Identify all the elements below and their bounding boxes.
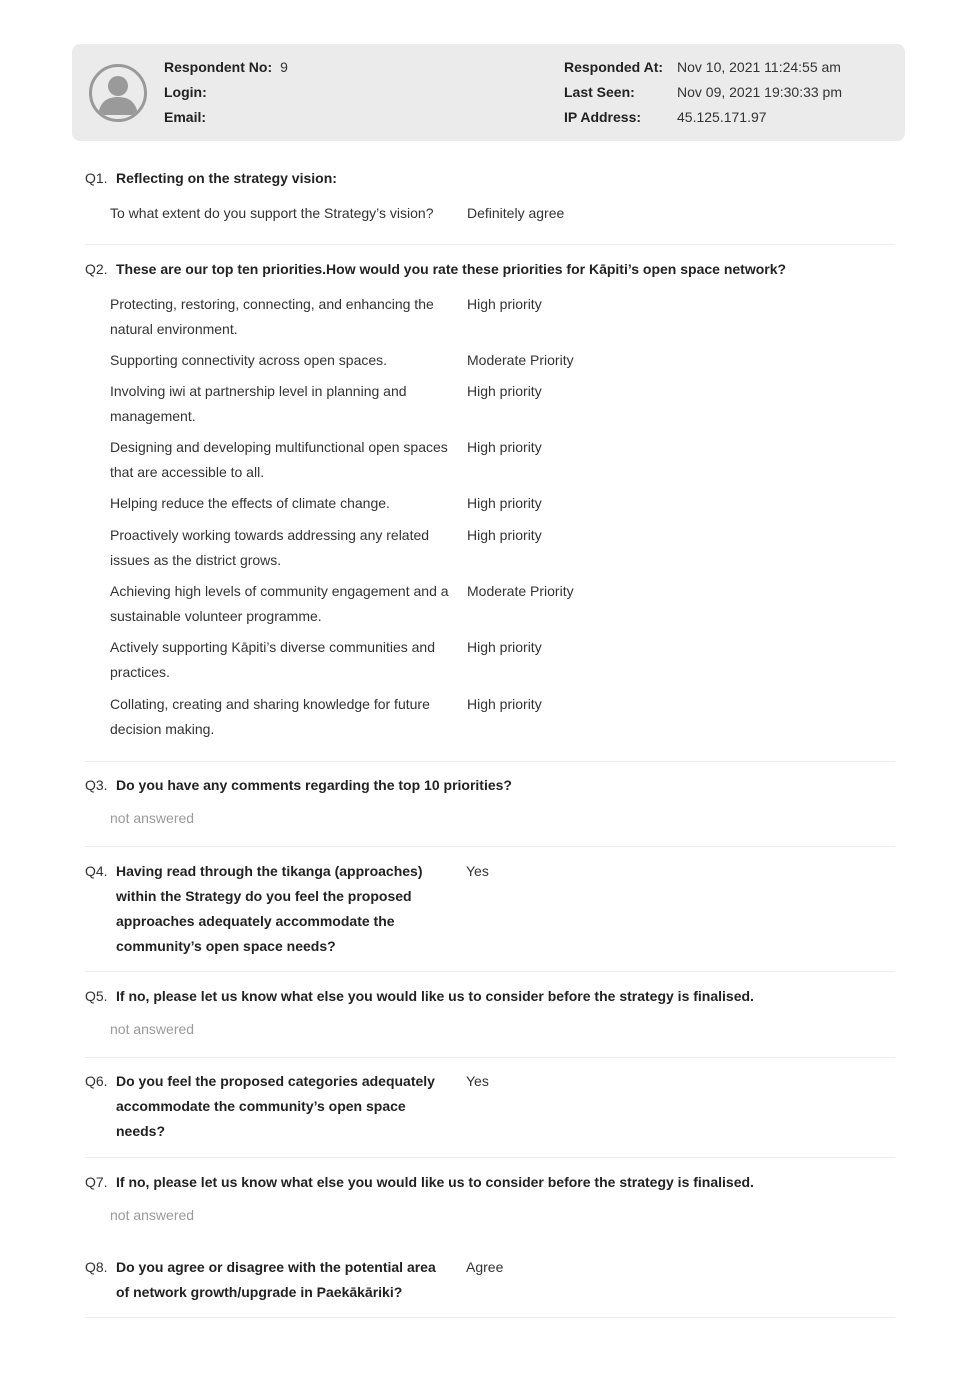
last-seen-label: Last Seen: [564, 84, 635, 100]
question-text: Do you have any comments regarding the top 10 priorities? [116, 777, 512, 793]
answer-row [110, 201, 895, 226]
avatar-icon [89, 64, 147, 122]
ip-address-row [564, 108, 842, 133]
question-title [85, 984, 895, 1009]
question-number: Q5. [85, 988, 108, 1004]
respondent-no-value: 9 [280, 59, 288, 75]
ip-address-label: IP Address: [564, 109, 642, 125]
question-q6 [85, 1069, 895, 1144]
question-title [85, 1170, 895, 1195]
answer-row-label: Involving iwi at partnership level in planning and management. [110, 383, 407, 424]
answer-not-answered: not answered [110, 1207, 195, 1223]
question-divider [85, 761, 895, 762]
responded-at-label: Responded At: [564, 59, 664, 75]
ip-address-value: 45.125.171.97 [677, 109, 767, 125]
answer-row-value: High priority [467, 495, 542, 511]
question-q1 [85, 166, 895, 226]
responded-at-value: Nov 10, 2021 11:24:55 am [677, 59, 841, 75]
question-divider [85, 1057, 895, 1058]
answer-row-value: High priority [467, 439, 542, 455]
answer-row-label: Supporting connectivity across open spaces. [110, 352, 388, 368]
answer-row [110, 579, 895, 629]
answer-row [110, 379, 895, 429]
answer-row [110, 435, 895, 485]
login-row [164, 83, 288, 108]
answer-row [110, 635, 895, 685]
question-q2 [85, 257, 895, 742]
question-q3 [85, 773, 895, 828]
question-divider [85, 1157, 895, 1158]
question-text: If no, please let us know what else you would like us to consider before the strategy is finalised. [116, 988, 754, 1004]
question-text: Do you agree or disagree with the potential area of network growth/upgrade in Paekākāriki? [116, 1259, 436, 1300]
answer-row-label: To what extent do you support the Strategy’s vision? [110, 205, 434, 221]
question-title [85, 859, 895, 959]
answer-not-answered: not answered [110, 810, 195, 826]
question-divider [85, 846, 895, 847]
answer-row-value: Definitely agree [467, 205, 565, 221]
answer-row-label: Collating, creating and sharing knowledge for future decision making. [110, 696, 430, 737]
email-row [164, 108, 288, 133]
question-number: Q7. [85, 1174, 108, 1190]
answer-row-label: Proactively working towards addressing any related issues as the district grows. [110, 527, 430, 568]
question-text: Having read through the tikanga (approaches) within the Strategy do you feel the proposed approaches adequately accommodate the community’s open space needs? [116, 863, 423, 954]
question-divider [85, 244, 895, 245]
question-title [85, 773, 895, 798]
question-title [85, 1069, 895, 1144]
question-divider [85, 971, 895, 972]
responded-at-row [564, 58, 842, 83]
answer-value: Agree [466, 1259, 504, 1275]
answer-row-label: Achieving high levels of community engagement and a sustainable volunteer programme. [110, 583, 449, 624]
answer-row-value: High priority [467, 527, 542, 543]
respondent-header [72, 44, 905, 141]
respondent-no-row [164, 58, 288, 83]
login-label: Login: [164, 84, 207, 100]
answer-row-value: High priority [467, 296, 542, 312]
question-divider [85, 1317, 895, 1318]
answer-row-label: Designing and developing multifunctional open spaces that are accessible to all. [110, 439, 448, 480]
answer-row-label: Protecting, restoring, connecting, and enhancing the natural environment. [110, 296, 434, 337]
answer-row-value: High priority [467, 639, 542, 655]
respondent-identity [164, 58, 288, 133]
answer-row-value: High priority [467, 696, 542, 712]
question-number: Q3. [85, 777, 108, 793]
question-number: Q2. [85, 261, 108, 277]
answer-row-value: Moderate Priority [467, 583, 574, 599]
answer-row [110, 692, 895, 742]
question-number: Q4. [85, 863, 108, 879]
answer-row-label: Helping reduce the effects of climate change. [110, 495, 390, 511]
answer-row [110, 491, 895, 516]
question-title [85, 257, 895, 282]
answer-row-label: Actively supporting Kāpiti’s diverse communities and practices. [110, 639, 436, 680]
question-number: Q1. [85, 170, 108, 186]
respondent-no-label: Respondent No: [164, 59, 273, 75]
email-label: Email: [164, 109, 207, 125]
respondent-activity [564, 58, 842, 133]
last-seen-row [564, 83, 842, 108]
answer-row [110, 292, 895, 342]
question-q7 [85, 1170, 895, 1225]
question-text: Reflecting on the strategy vision: [116, 170, 337, 186]
answer-value: Yes [466, 863, 489, 879]
answer-not-answered: not answered [110, 1021, 195, 1037]
question-number: Q6. [85, 1073, 108, 1089]
answer-row [110, 523, 895, 573]
question-title [85, 1255, 895, 1305]
answer-value: Yes [466, 1073, 489, 1089]
last-seen-value: Nov 09, 2021 19:30:33 pm [677, 84, 843, 100]
answer-row [110, 348, 895, 373]
question-text: Do you feel the proposed categories adequately accommodate the community’s open space needs? [116, 1073, 435, 1139]
question-text: These are our top ten priorities.How would you rate these priorities for Kāpiti’s open space network? [116, 261, 787, 277]
answer-row-value: High priority [467, 383, 542, 399]
question-number: Q8. [85, 1259, 108, 1275]
question-text: If no, please let us know what else you would like us to consider before the strategy is finalised. [116, 1174, 754, 1190]
question-q4 [85, 859, 895, 959]
question-q5 [85, 984, 895, 1039]
question-q8 [85, 1255, 895, 1305]
answer-row-value: Moderate Priority [467, 352, 574, 368]
question-title [85, 166, 895, 191]
